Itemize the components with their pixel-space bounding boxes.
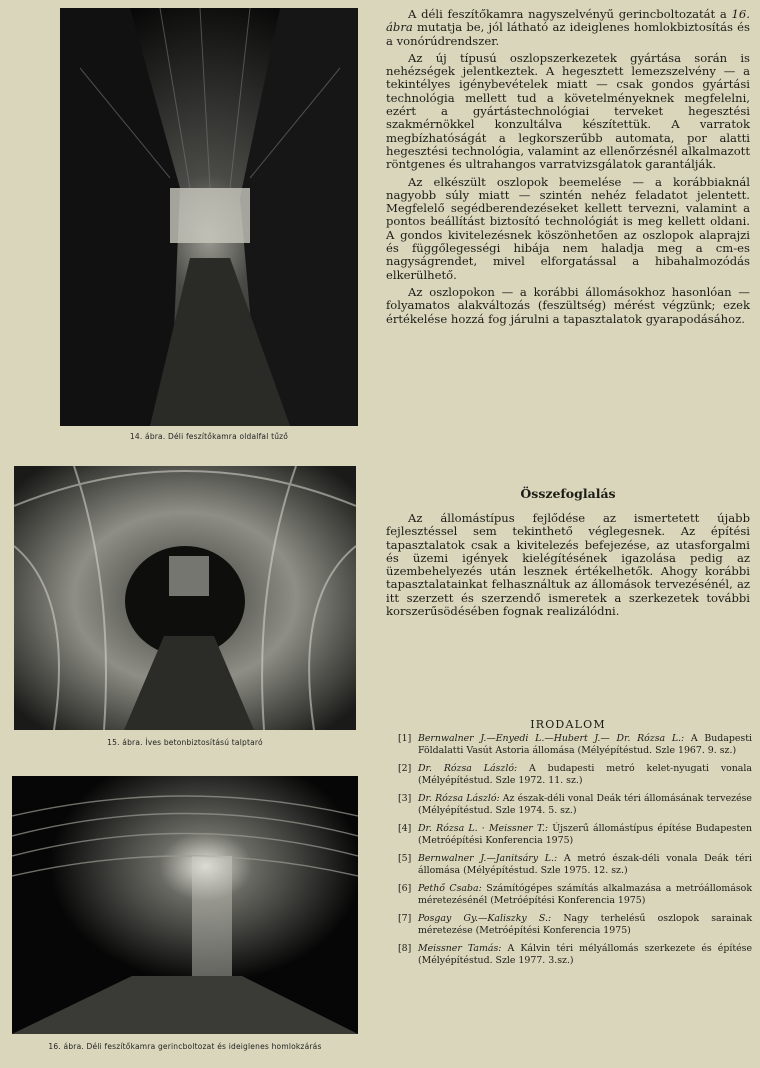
summary-text: Az állomástípus fejlődése az ismertetett újabb fejlesztéssel sem tekinthető véglegesnek. Az építési tapasztalatok csak a kivitelezés befejezése, az utasforgalmi és üzemi igények kielégítésének igazolása pedig az üzembehelyezés után lesznek értékelhetők. Ahogy korábbi tapasztalatainkat felhasználtuk az állomások tervezésénél, az itt szerzett és szerzendő ismeretek a szerkezetek további korszerűsödésében fognak realizálódni.	[386, 511, 750, 619]
paragraph-4: Az oszlopokon — a korábbi állomásokhoz hasonlóan — folyamatos alakváltozás (feszültség) mérést végzünk; ezek értékelése hozzá fog járulni a tapasztalatok gyarapodásához.	[386, 284, 750, 326]
references-heading: IRODALOM	[530, 718, 606, 731]
reference-item: [3] Dr. Rózsa László: Az észak-déli vonal Deák téri állomásának tervezése (Mélyépítéstud. Szle 1974. 5. sz.)	[398, 793, 752, 816]
figure-15-photo	[14, 466, 356, 730]
reference-item: [8] Meissner Tamás: A Kálvin téri mélyállomás szerkezete és építése (Mélyépítéstud. Szle 1977. 3.sz.)	[398, 943, 752, 966]
figure-14-photo	[60, 8, 358, 426]
figure-14-caption: 14. ábra. Déli feszítőkamra oldalfal tűző	[129, 432, 289, 441]
reference-item: [2] Dr. Rózsa László: A budapesti metró kelet-nyugati vonala (Mélyépítéstud. Szle 1972. 11. sz.)	[398, 763, 752, 786]
reference-item: [5] Bernwalner J.—Janitsáry L.: A metró észak-déli vonala Deák téri állomása (Mélyépítéstud. Szle 1975. 12. sz.)	[398, 853, 752, 876]
reference-item: [1] Bernwalner J.—Enyedi L.—Hubert J.— Dr. Rózsa L.: A Budapesti Földalatti Vasút Astoria állomása (Mélyépítéstud. Szle 1967. 9. sz.)	[398, 733, 752, 756]
figure-16-photo	[12, 776, 358, 1034]
summary-heading: Összefoglalás	[520, 486, 616, 501]
reference-item: [7] Posgay Gy.—Kaliszky S.: Nagy terhelésű oszlopok sarainak méretezése (Metróépítési Konferencia 1975)	[398, 913, 752, 936]
reference-item: [4] Dr. Rózsa L. · Meissner T.: Újszerű állomástípus építése Budapesten (Metróépítési Konferencia 1975)	[398, 823, 752, 846]
reference-item: [6] Pethő Csaba: Számítógépes számítás alkalmazása a metróállomások méretezésénél (Metróépítési Konferencia 1975)	[398, 883, 752, 906]
paragraph-3: Az elkészült oszlopok beemelése — a korábbiaknál nagyobb súly miatt — szintén nehéz feladatot jelentett. Megfelelő segédberendezéseket kellett tervezni, valamint a pontos beállítást biztosító technológiát is meg kellett oldani. A gondos kivitelezésnek köszönhetően az oszlopok alaprajzi és függőlegességi hibája nem haladja meg a cm-es nagyságrendet, mivel elforgatással a hibahalmozódás elkerülhető.	[386, 174, 750, 282]
reference-list	[398, 733, 752, 973]
paragraph-1: A déli feszítőkamra nagyszelvényű gerincboltozatát a 16. ábra mutatja be, jól látható az ideiglenes homlokbiztosítás és a vonórúdrendszer.	[386, 7, 750, 48]
body-text	[386, 8, 750, 330]
paragraph-2: Az új típusú oszlopszerkezetek gyártása során is nehézségek jelentkeztek. A hegesztett lemezszelvény — a tekintélyes igénybevételek miatt — csak gondos gyártási technológia mellett tud a követelményeknek megfelelni, ezért a gyártástechnológiai terveket hegesztési szakmérnökkel konzultálva készítettük. A varratok megbízhatóságát a legkorszerűbb automata, por alatti hegesztési technológia, valamint az ellenőrzésnél alkalmazott röntgenes és ultrahangos varratvizsgálatok garantálják.	[386, 50, 750, 172]
figure-16-caption: 16. ábra. Déli feszítőkamra gerincboltozat és ideiglenes homlokzárás	[48, 1042, 322, 1051]
figure-15-caption: 15. ábra. Íves betonbiztosítású talptaró	[107, 738, 263, 747]
